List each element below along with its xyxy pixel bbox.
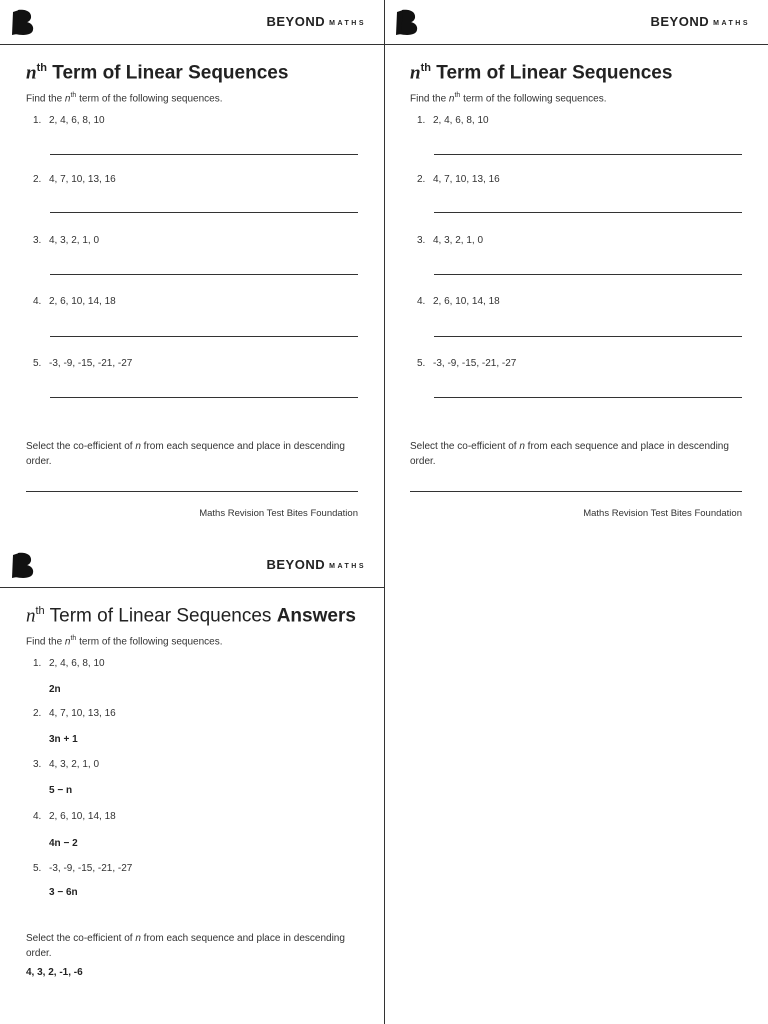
question-3: 3. 4, 3, 2, 1, 0 (33, 759, 100, 770)
question-4: 4. 2, 6, 10, 14, 18 (417, 296, 500, 307)
question-2: 2. 4, 7, 10, 13, 16 (417, 174, 500, 185)
question-1: 1. 2, 4, 6, 8, 10 (33, 115, 105, 126)
answer-line-3 (50, 274, 358, 275)
answer-3: 5 − n (49, 785, 73, 796)
answer-line-2 (434, 212, 742, 213)
question-3: 3. 4, 3, 2, 1, 0 (417, 235, 484, 246)
answer-line-1 (434, 154, 742, 155)
question-1: 1. 2, 4, 6, 8, 10 (33, 658, 105, 669)
instruction: Find the $n^{th}$ term of the following sequences. (26, 92, 223, 105)
beyond-logo-icon (396, 8, 420, 36)
select-instruction: Select the co-efficient of n from each sequence and place in descending order. (26, 441, 345, 467)
header (0, 543, 384, 588)
header (384, 0, 768, 45)
question-3: 3. 4, 3, 2, 1, 0 (33, 235, 100, 246)
answer-line-4 (434, 336, 742, 337)
answer-5: 3 − 6n (49, 887, 78, 898)
brand-wordmark: BEYOND MATHS (650, 14, 750, 29)
question-4: 4. 2, 6, 10, 14, 18 (33, 296, 116, 307)
question-5: 5. -3, -9, -15, -21, -27 (417, 358, 517, 369)
question-5: 5. -3, -9, -15, -21, -27 (33, 358, 133, 369)
select-instruction: Select the co-efficient of n from each sequence and place in descending order. (410, 441, 729, 467)
worksheet-panel-2 (384, 0, 768, 530)
question-2: 2. 4, 7, 10, 13, 16 (33, 174, 116, 185)
question-1: 1. 2, 4, 6, 8, 10 (417, 115, 489, 126)
answers-title: $n^{th}$ Term of Linear Sequences Answers (26, 605, 356, 627)
answer-1: 2n (49, 684, 61, 695)
footer-text: Maths Revision Test Bites Foundation (583, 508, 742, 519)
footer-text: Maths Revision Test Bites Foundation (199, 508, 358, 519)
worksheet-panel-1 (0, 0, 384, 530)
answer-line-3 (434, 274, 742, 275)
question-4: 4. 2, 6, 10, 14, 18 (33, 811, 116, 822)
answer-line-final (410, 491, 742, 492)
worksheet-title: $n^{th}$ Term of Linear Sequences (410, 62, 673, 84)
question-2: 2. 4, 7, 10, 13, 16 (33, 708, 116, 719)
answer-line-final (26, 491, 358, 492)
answer-line-5 (50, 397, 358, 398)
beyond-logo-icon (12, 8, 36, 36)
answer-line-2 (50, 212, 358, 213)
instruction: Find the $n^{th}$ term of the following sequences. (410, 92, 607, 105)
answer-line-4 (50, 336, 358, 337)
brand-wordmark: BEYOND MATHS (266, 557, 366, 572)
answers-panel (0, 543, 384, 1024)
worksheet-title: $n^{th}$ Term of Linear Sequences (26, 62, 289, 84)
brand-wordmark: BEYOND MATHS (266, 14, 366, 29)
header (0, 0, 384, 45)
answer-2: 3n + 1 (49, 734, 78, 745)
answer-line-5 (434, 397, 742, 398)
answer-line-1 (50, 154, 358, 155)
select-instruction: Select the co-efficient of n from each sequence and place in descending order. (26, 933, 345, 959)
final-answer: 4, 3, 2, -1, -6 (26, 967, 83, 978)
instruction: Find the $n^{th}$ term of the following sequences. (26, 635, 223, 648)
beyond-logo-icon (12, 551, 36, 579)
question-5: 5. -3, -9, -15, -21, -27 (33, 863, 133, 874)
answer-4: 4n − 2 (49, 838, 78, 849)
